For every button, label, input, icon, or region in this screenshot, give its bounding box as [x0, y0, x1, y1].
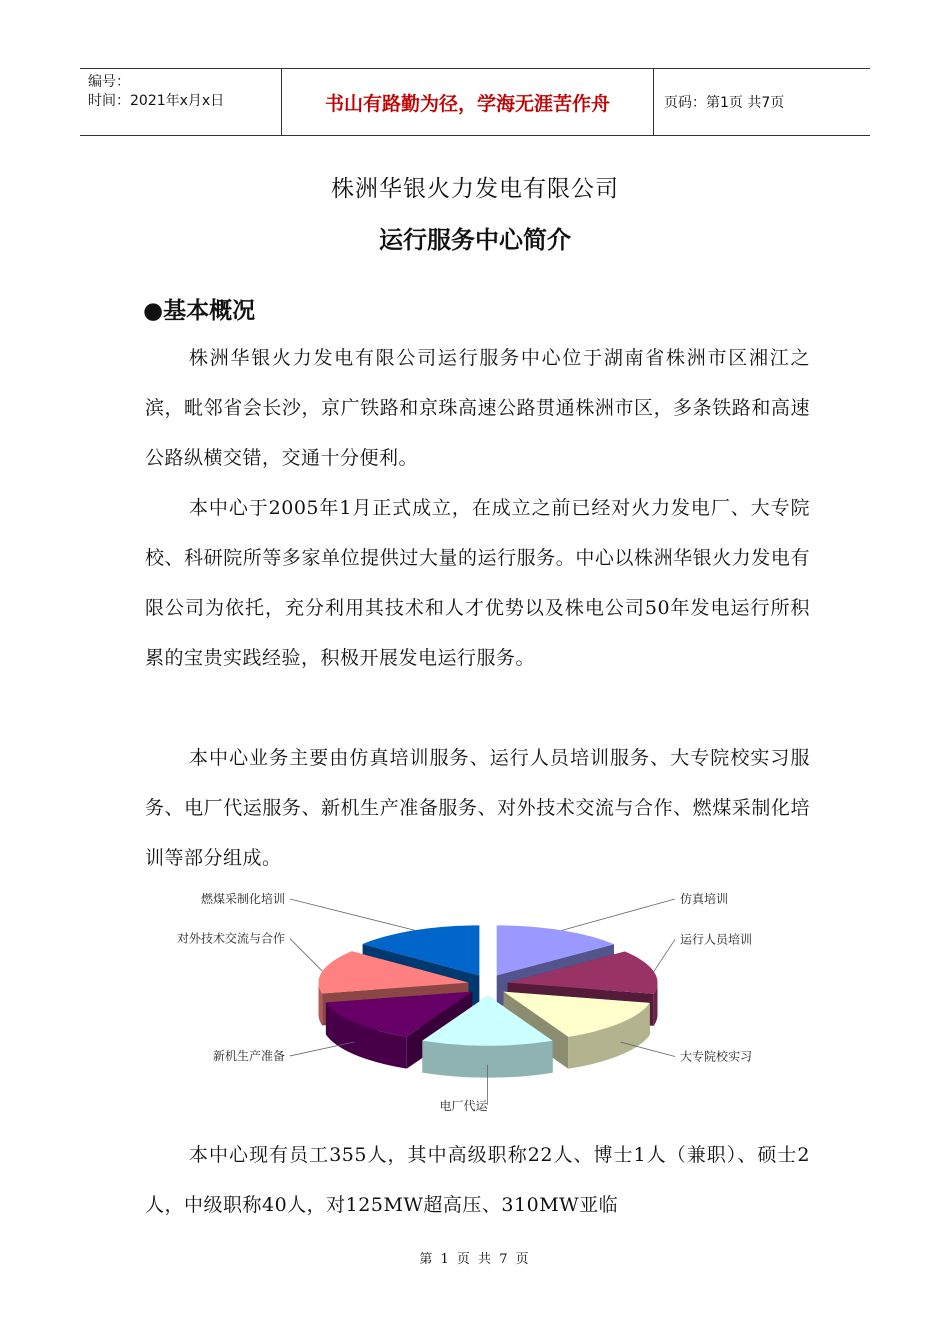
header-page-info: 页码：第1页 共7页: [664, 95, 785, 111]
page-footer: 第 1 页 共 7 页: [419, 1252, 531, 1267]
slice-label: 仿真培训: [680, 892, 729, 906]
slice-label: 对外技术交流与合作: [176, 931, 285, 946]
paragraph-business: 本中心业务主要由仿真培训服务、运行人员培训服务、大专院校实习服务、电厂代运服务、新机生产准备服务、对外技术交流与合作、燃煤采制化培训等部分组成。: [145, 747, 810, 869]
leader-line: [562, 899, 675, 930]
leader-line: [290, 899, 415, 930]
business-pie-chart: [130, 885, 830, 1115]
pie-chart-svg: [130, 885, 830, 1115]
paragraph-staff: 本中心现有员工355人，其中高级职称22人、博士1人（兼职）、硕士2人，中级职称40人，对125MW超高压、310MW亚临: [145, 1144, 810, 1216]
document-title: 运行服务中心简介: [379, 226, 571, 254]
header-motto: 书山有路勤为径，学海无涯苦作舟: [282, 69, 654, 135]
paragraph-history: 本中心于2005年1月正式成立，在成立之前已经对火力发电厂、大专院校、科研院所等多家单位提供过大量的运行服务。中心以株洲华银火力发电有限公司为依托，充分利用其技术和人才优势以及株电公司50年发电运行所积累的宝贵实践经验，积极开展发电运行服务。: [145, 497, 810, 669]
company-name: 株洲华银火力发电有限公司: [331, 176, 619, 202]
paragraph-location: 株洲华银火力发电有限公司运行服务中心位于湖南省株洲市区湘江之滨，毗邻省会长沙，京广铁路和京珠高速公路贯通株洲市区，多条铁路和高速公路纵横交错，交通十分便利。: [145, 347, 810, 469]
page-header: [80, 68, 870, 136]
header-time: 时间：2021年x月x日: [88, 93, 225, 109]
section-heading: ●基本概况: [143, 298, 256, 324]
slice-label: 燃煤采制化培训: [200, 892, 285, 906]
slice-label: 新机生产准备: [212, 1048, 285, 1063]
header-meta: [80, 69, 282, 135]
leader-line: [290, 939, 322, 972]
slice-label: 电厂代运: [439, 1098, 488, 1113]
slice-label: 大专院校实习: [680, 1049, 753, 1064]
leader-line: [654, 939, 675, 971]
header-number: 编号：: [88, 74, 130, 90]
slice-label: 运行人员培训: [680, 932, 753, 947]
